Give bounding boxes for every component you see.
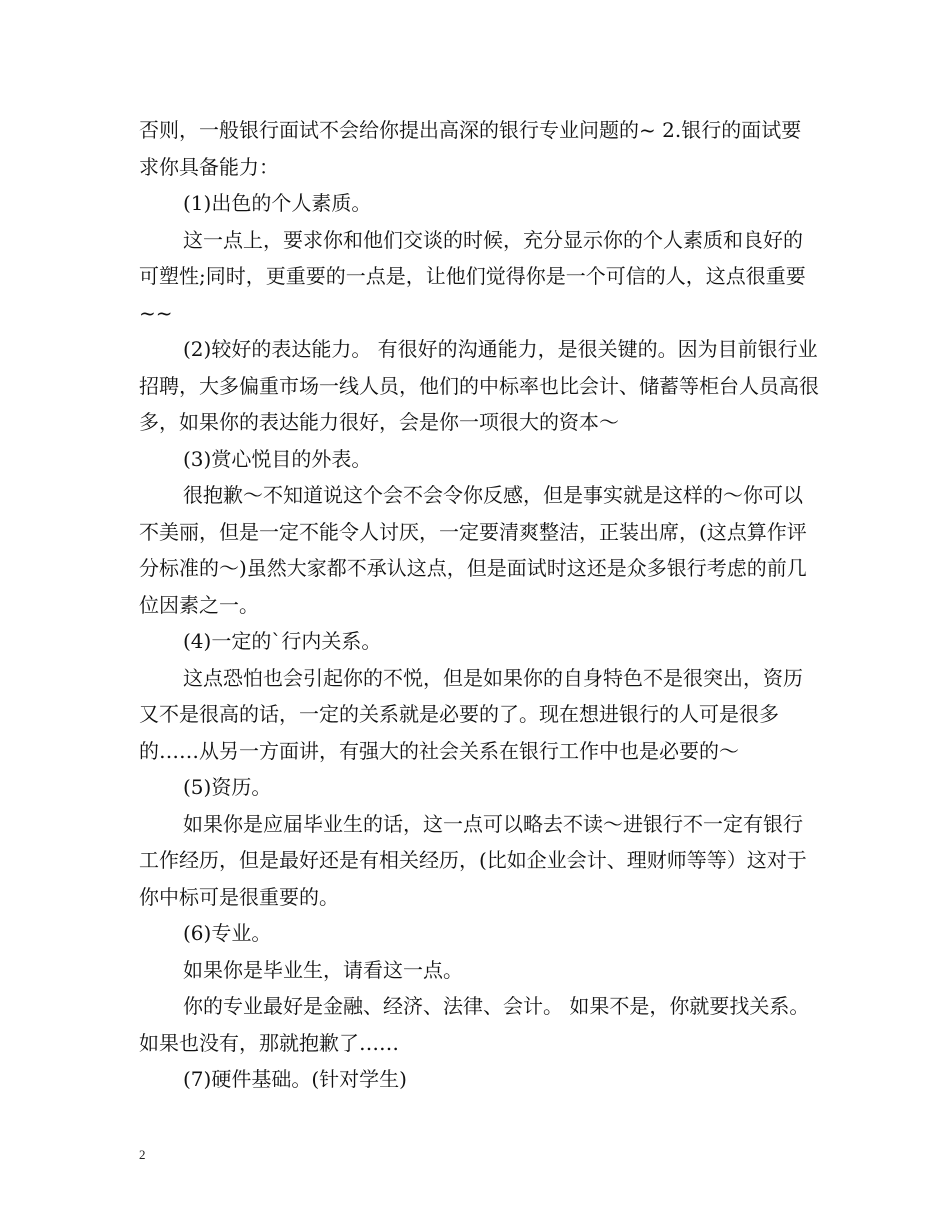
paragraph: 否则，一般银行面试不会给你提出高深的银行专业问题的~ 2.银行的面试要求你具备能力： [139,118,802,179]
paragraph: (3)赏心悦目的外表。 [183,446,372,471]
document-body [139,112,819,1098]
paragraph: 你的专业最好是金融、经济、法律、会计。 如果不是，你就要找关系。 如果也没有，那就抱歉了…… [139,994,810,1055]
paragraph: 这一点上，要求你和他们交谈的时候，充分显示你的个人素质和良好的可塑性;同时，更重要的一点是，让他们觉得你是一个可信的人，这点很重要~~ [139,227,806,325]
paragraph: (7)硬件基础。(针对学生) [183,1067,407,1091]
paragraph: (2)较好的表达能力。 有很好的沟通能力，是很关键的。因为目前银行业招聘，大多偏重市场一线人员，他们的中标率也比会计、储蓄等柜台人员高很多，如果你的表达能力很好，会是你一项很大的资本～ [139,337,819,434]
page-number: 2 [139,1147,146,1162]
paragraph: (1)出色的个人素质。 [183,191,372,215]
paragraph: (4)一定的`行内关系。 [183,629,382,653]
paragraph: 如果你是毕业生，请看这一点。 [183,957,463,982]
paragraph: (5)资历。 [183,775,272,799]
paragraph: 很抱歉～不知道说这个会不会令你反感，但是事实就是这样的～你可以不美丽，但是一定不能令人讨厌，一定要清爽整洁，正装出席，(这点算作评分标准的～)虽然大家都不承认这点，但是面试时这还是众多银行考虑的前几位因素之一。 [139,483,807,617]
paragraph: (6)专业。 [183,921,272,945]
paragraph: 这点恐怕也会引起你的不悦，但是如果你的自身特色不是很突出，资历又不是很高的话，一定的关系就是必要的了。现在想进银行的人可是很多的……从另一方面讲，有强大的社会关系在银行工作中也是必要的～ [139,665,803,763]
paragraph: 如果你是应届毕业生的话，这一点可以略去不读～进银行不一定有银行工作经历，但是最好还是有相关经历，(比如企业会计、理财师等等）这对于你中标可是很重要的。 [139,811,807,909]
